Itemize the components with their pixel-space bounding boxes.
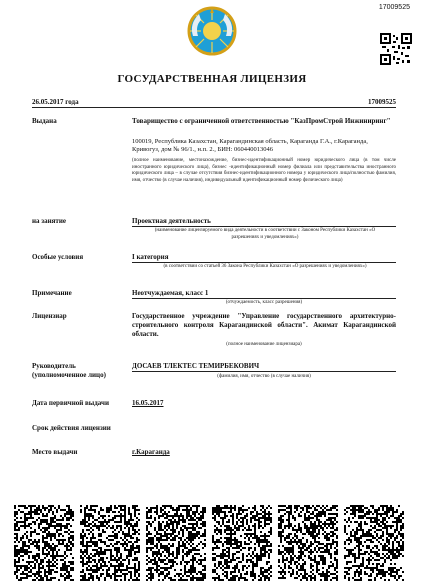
validity-label: Срок действия лицензии [32, 424, 111, 432]
conditions-value: I категория [132, 253, 169, 261]
doc-number-top: 17009525 [378, 4, 410, 11]
license-number: 17009525 [368, 98, 396, 106]
issue-date: 26.05.2017 года [32, 98, 79, 106]
signature-qr-block [212, 505, 272, 581]
activity-rule [132, 226, 396, 227]
signature-qr-block [146, 505, 206, 581]
remark-label: Примечание [32, 289, 72, 297]
remark-rule [132, 298, 396, 299]
first-issue-label: Дата первичной выдачи [32, 399, 110, 407]
activity-value: Проектная деятельность [132, 217, 211, 225]
place-label: Место выдачи [32, 448, 78, 456]
licensor-value: Государственное учреждение "Управление государственного архитектурно-строительного контроля Карагандинской области". Акимат Карагандинской области. [132, 312, 396, 338]
conditions-rule [132, 262, 396, 263]
head-rule [132, 371, 396, 372]
issued-note: (полное наименование, местонахождение, бизнес-идентификационный номер юридического лица (в том числе иностранного юридического лица), бизнес -идентификационный номер филиала или представительства иностранного юридического лица – в случае отсутствия бизнес-идентификационного номера у юридического лица/полностью фамилия, имя, отчество (в случае наличия), индивидуальный идентификационный номер физического лица) [132, 158, 396, 183]
issued-name: Товарищество с ограниченной ответственностью "КазПромСтрой Инжиниринг" [132, 117, 391, 125]
head-value: ДОСАЕВ ТЛЕКТЕС ТЕМИРБЕКОВИЧ [132, 362, 260, 370]
signature-qr-block [14, 505, 74, 581]
signature-qr-block [80, 505, 140, 581]
header-divider [32, 107, 396, 108]
head-note: (фамилия, имя, отчество (в случае наличия) [217, 374, 311, 379]
activity-label: на занятие [32, 217, 66, 225]
activity-note: (наименование лицензируемого вида деятельности в соответствии с Законом Республики Казахстан «О разрешениях и уведомлениях») [154, 228, 376, 240]
signature-qr-block [278, 505, 338, 581]
conditions-note: (в соответствии со статьей 36 Закона Республики Казахстан «О разрешениях и уведомлениях») [163, 264, 367, 269]
issued-address: 100019, Республика Казахстан, Карагандинская область, Караганда Г.А., г.Караганда, Кривогуз, дом № 96/1., н.п. 2., БИН: 060440013046 [132, 138, 368, 153]
state-emblem-icon [187, 6, 237, 56]
qr-code-icon [380, 33, 412, 65]
licensor-label: Лицензиар [32, 312, 67, 320]
page-title: ГОСУДАРСТВЕННАЯ ЛИЦЕНЗИЯ [117, 73, 307, 85]
licensor-note: (полное наименование лицензиара) [226, 342, 302, 347]
head-label: Руководитель (уполномоченное лицо) [32, 362, 106, 379]
first-issue-value: 16.05.2017 [132, 399, 164, 407]
place-value: г.Караганда [132, 448, 170, 456]
signature-qr-block [344, 505, 404, 581]
issued-label: Выдана [32, 117, 57, 125]
remark-value: Неотчуждаемая, класс 1 [132, 289, 209, 297]
conditions-label: Особые условия [32, 253, 84, 261]
remark-note: (отчуждаемость, класс разрешения) [225, 300, 303, 305]
